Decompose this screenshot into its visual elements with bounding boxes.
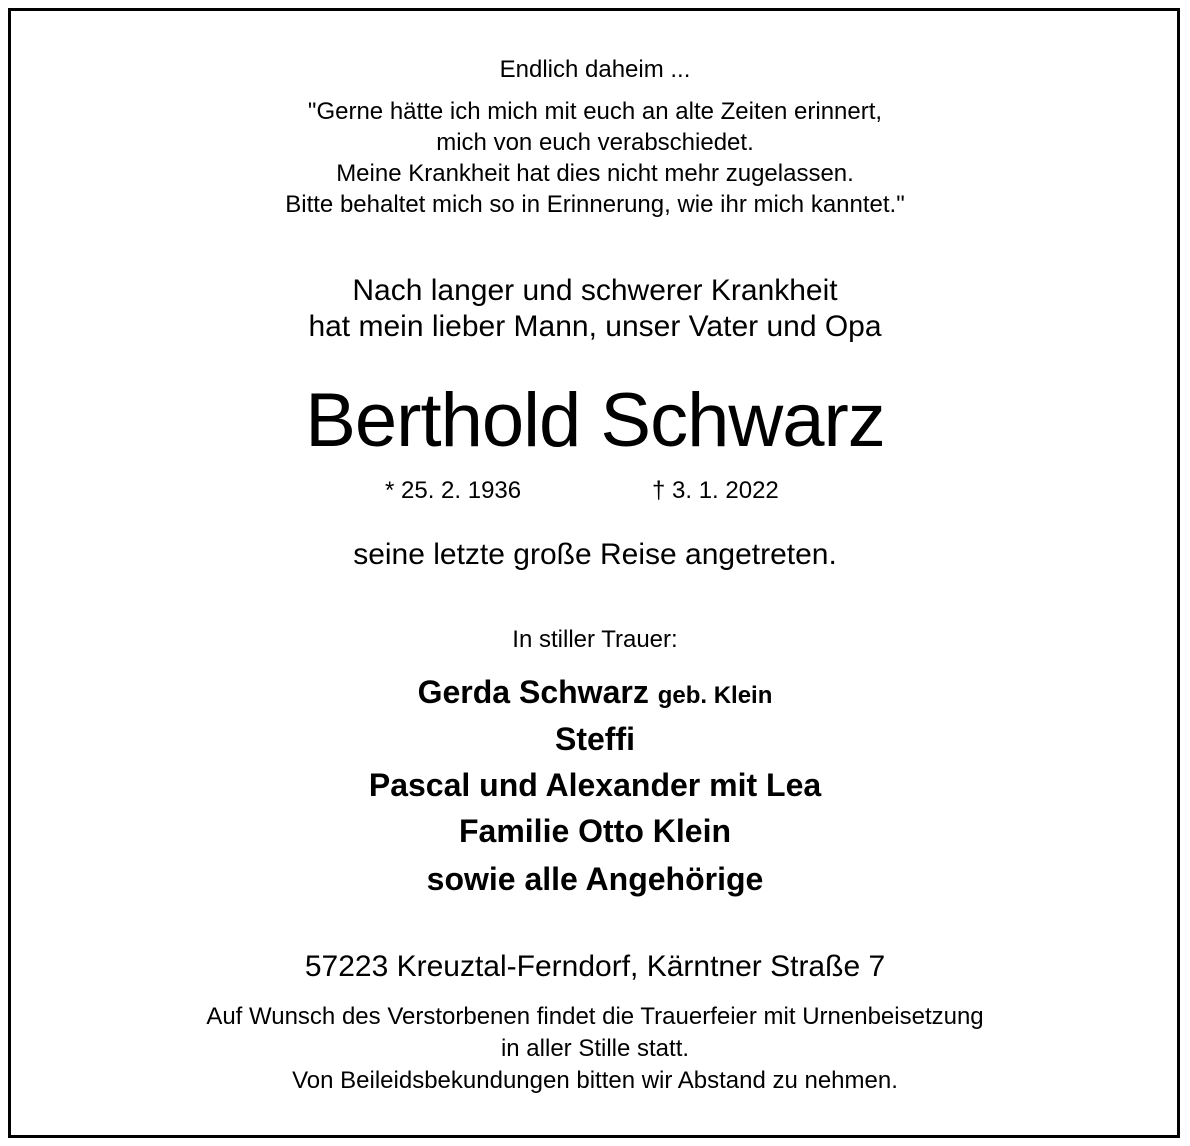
- deceased-name: Berthold Schwarz: [305, 378, 885, 463]
- mourner-line-4: Familie Otto Klein: [458, 813, 732, 849]
- quote-line-1: "Gerne hätte ich mich mit euch an alte Zeiten erinnert,: [307, 98, 883, 125]
- closing-line: seine letzte große Reise angetreten.: [353, 538, 837, 571]
- notice-line-2: in aller Stille statt.: [500, 1035, 690, 1062]
- mourner-line-5: sowie alle Angehörige: [426, 861, 764, 897]
- mourner-name: Gerda Schwarz: [417, 674, 649, 710]
- mourner-line-2: Steffi: [555, 721, 635, 757]
- mourners-heading: In stiller Trauer:: [512, 626, 678, 653]
- quote-line-2: mich von euch verabschiedet.: [436, 129, 754, 156]
- notice-line-1: Auf Wunsch des Verstorbenen findet die Trauerfeier mit Urnenbeisetzung: [206, 1003, 984, 1030]
- intro-line-2: hat mein lieber Mann, unser Vater und Opa: [308, 310, 882, 343]
- quote-heading: Endlich daheim ...: [499, 56, 691, 83]
- quote-line-3: Meine Krankheit hat dies nicht mehr zugelassen.: [336, 160, 854, 187]
- death-date: † 3. 1. 2022: [652, 477, 779, 504]
- address: 57223 Kreuztal-Ferndorf, Kärntner Straße 7: [304, 950, 886, 983]
- mourner-line-1: [0, 672, 1190, 716]
- mourner-maiden-name: geb. Klein: [657, 682, 773, 709]
- notice-line-3: Von Beileidsbekundungen bitten wir Abstand zu nehmen.: [292, 1067, 898, 1094]
- mourner-line-3: Pascal und Alexander mit Lea: [368, 767, 822, 803]
- birth-date: * 25. 2. 1936: [385, 477, 522, 504]
- intro-line-1: Nach langer und schwerer Krankheit: [352, 274, 838, 307]
- quote-line-4: Bitte behaltet mich so in Erinnerung, wie ihr mich kanntet.": [285, 191, 905, 218]
